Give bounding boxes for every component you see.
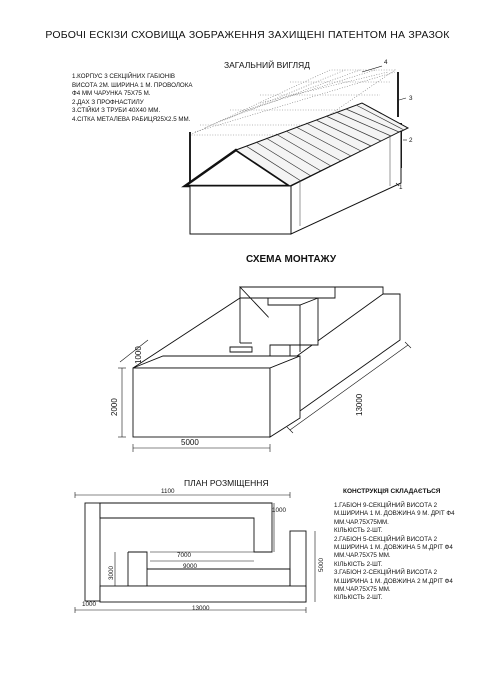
construction-line: ММ.ЧАР.75Х75 ММ.	[334, 552, 391, 560]
construction-line: М.ШИРИНА 1 М. ДОВЖИНА 2 М.ДРІТ Ф4	[334, 577, 453, 585]
construction-line: КІЛЬКІСТЬ 2-ШТ.	[334, 594, 383, 602]
plan-left-wall	[85, 503, 100, 601]
plan-heading: ПЛАН РОЗМІЩЕННЯ	[184, 478, 269, 488]
page-title: РОБОЧІ ЕСКІЗИ СХОВИЩА ЗОБРАЖЕННЯ ЗАХИЩЕНІ ПАТЕНТОМ НА ЗРАЗОК	[45, 29, 450, 41]
construction-line: М.ШИРИНА 1 М. ДОВЖИНА 9 М. ДРІТ Ф4	[334, 510, 455, 518]
construction-line: КІЛЬКІСТЬ 2-ШТ.	[334, 527, 383, 535]
spec-line: ВИСОТА 2М. ШИРИНА 1 М. ПРОВОЛОКА	[72, 81, 193, 89]
spec-line: 4.СІТКА МЕТАЛЕВА РАБИЦЯ25Х2.5 ММ.	[72, 115, 191, 123]
plan-dim-left-bottom: 1000	[82, 601, 97, 608]
assembly-dim-height: 2000	[110, 398, 119, 416]
plan-dim-right-side: 5000	[318, 557, 325, 572]
construction-line: 1.ГАБІОН 9-СЕКЦІЙНИЙ ВИСОТА 2	[334, 502, 438, 509]
spec-line: 2.ДАХ З ПРОФНАСТИЛУ	[72, 98, 144, 106]
assembly-heading: СХЕМА МОНТАЖУ	[246, 254, 337, 265]
callout-2: 2	[409, 137, 413, 144]
plan-dim-right-top: 1000	[272, 507, 287, 514]
construction-line: ММ.ЧАР.75Х75ММ.	[334, 518, 389, 526]
assembly-dim-front: 5000	[181, 438, 199, 447]
plan-dim-top: 1100	[161, 488, 175, 495]
assembly-dim-width: 1000	[134, 346, 143, 364]
assembly-dim-length: 13000	[355, 393, 364, 416]
callout-1: 1	[399, 184, 403, 191]
plan-bottom-wall	[100, 586, 306, 602]
construction-line: 3.ГАБІОН 2-СЕКЦІЙНИЙ ВИСОТА 2	[334, 569, 438, 577]
callout-4: 4	[384, 59, 388, 66]
general-view-heading: ЗАГАЛЬНИЙ ВИГЛЯД	[224, 60, 310, 70]
spec-line: 3.СТІЙКИ З ТРУБИ 40Х40 ММ.	[72, 107, 161, 115]
plan-dim-inner-left: 3000	[108, 565, 115, 580]
construction-line: ММ.ЧАР.75Х75 ММ.	[334, 586, 391, 594]
construction-line: 2.ГАБІОН 5-СЕКЦІЙНИЙ ВИСОТА 2	[334, 535, 438, 543]
construction-line: КІЛЬКІСТЬ 2-ШТ.	[334, 560, 383, 568]
spec-line: 1.КОРПУС 3 СЕКЦІЙНИХ ГАБІОНІВ	[72, 73, 176, 80]
construction-heading: КОНСТРУКЦІЯ СКЛАДАЄТЬСЯ	[343, 488, 441, 495]
construction-list	[334, 502, 455, 603]
plan-dim-bottom: 13000	[192, 605, 210, 612]
spec-line: Ф4 ММ ЧАРУНКА 75Х75 М.	[72, 90, 151, 98]
callout-3: 3	[409, 95, 413, 102]
plan-dim-inner1: 7000	[177, 552, 192, 559]
plan-dim-inner2: 9000	[183, 563, 198, 570]
construction-line: М.ШИРИНА 1 М. ДОВЖИНА 5 М.ДРІТ Ф4	[334, 544, 453, 552]
plan-top-wall	[100, 503, 272, 552]
